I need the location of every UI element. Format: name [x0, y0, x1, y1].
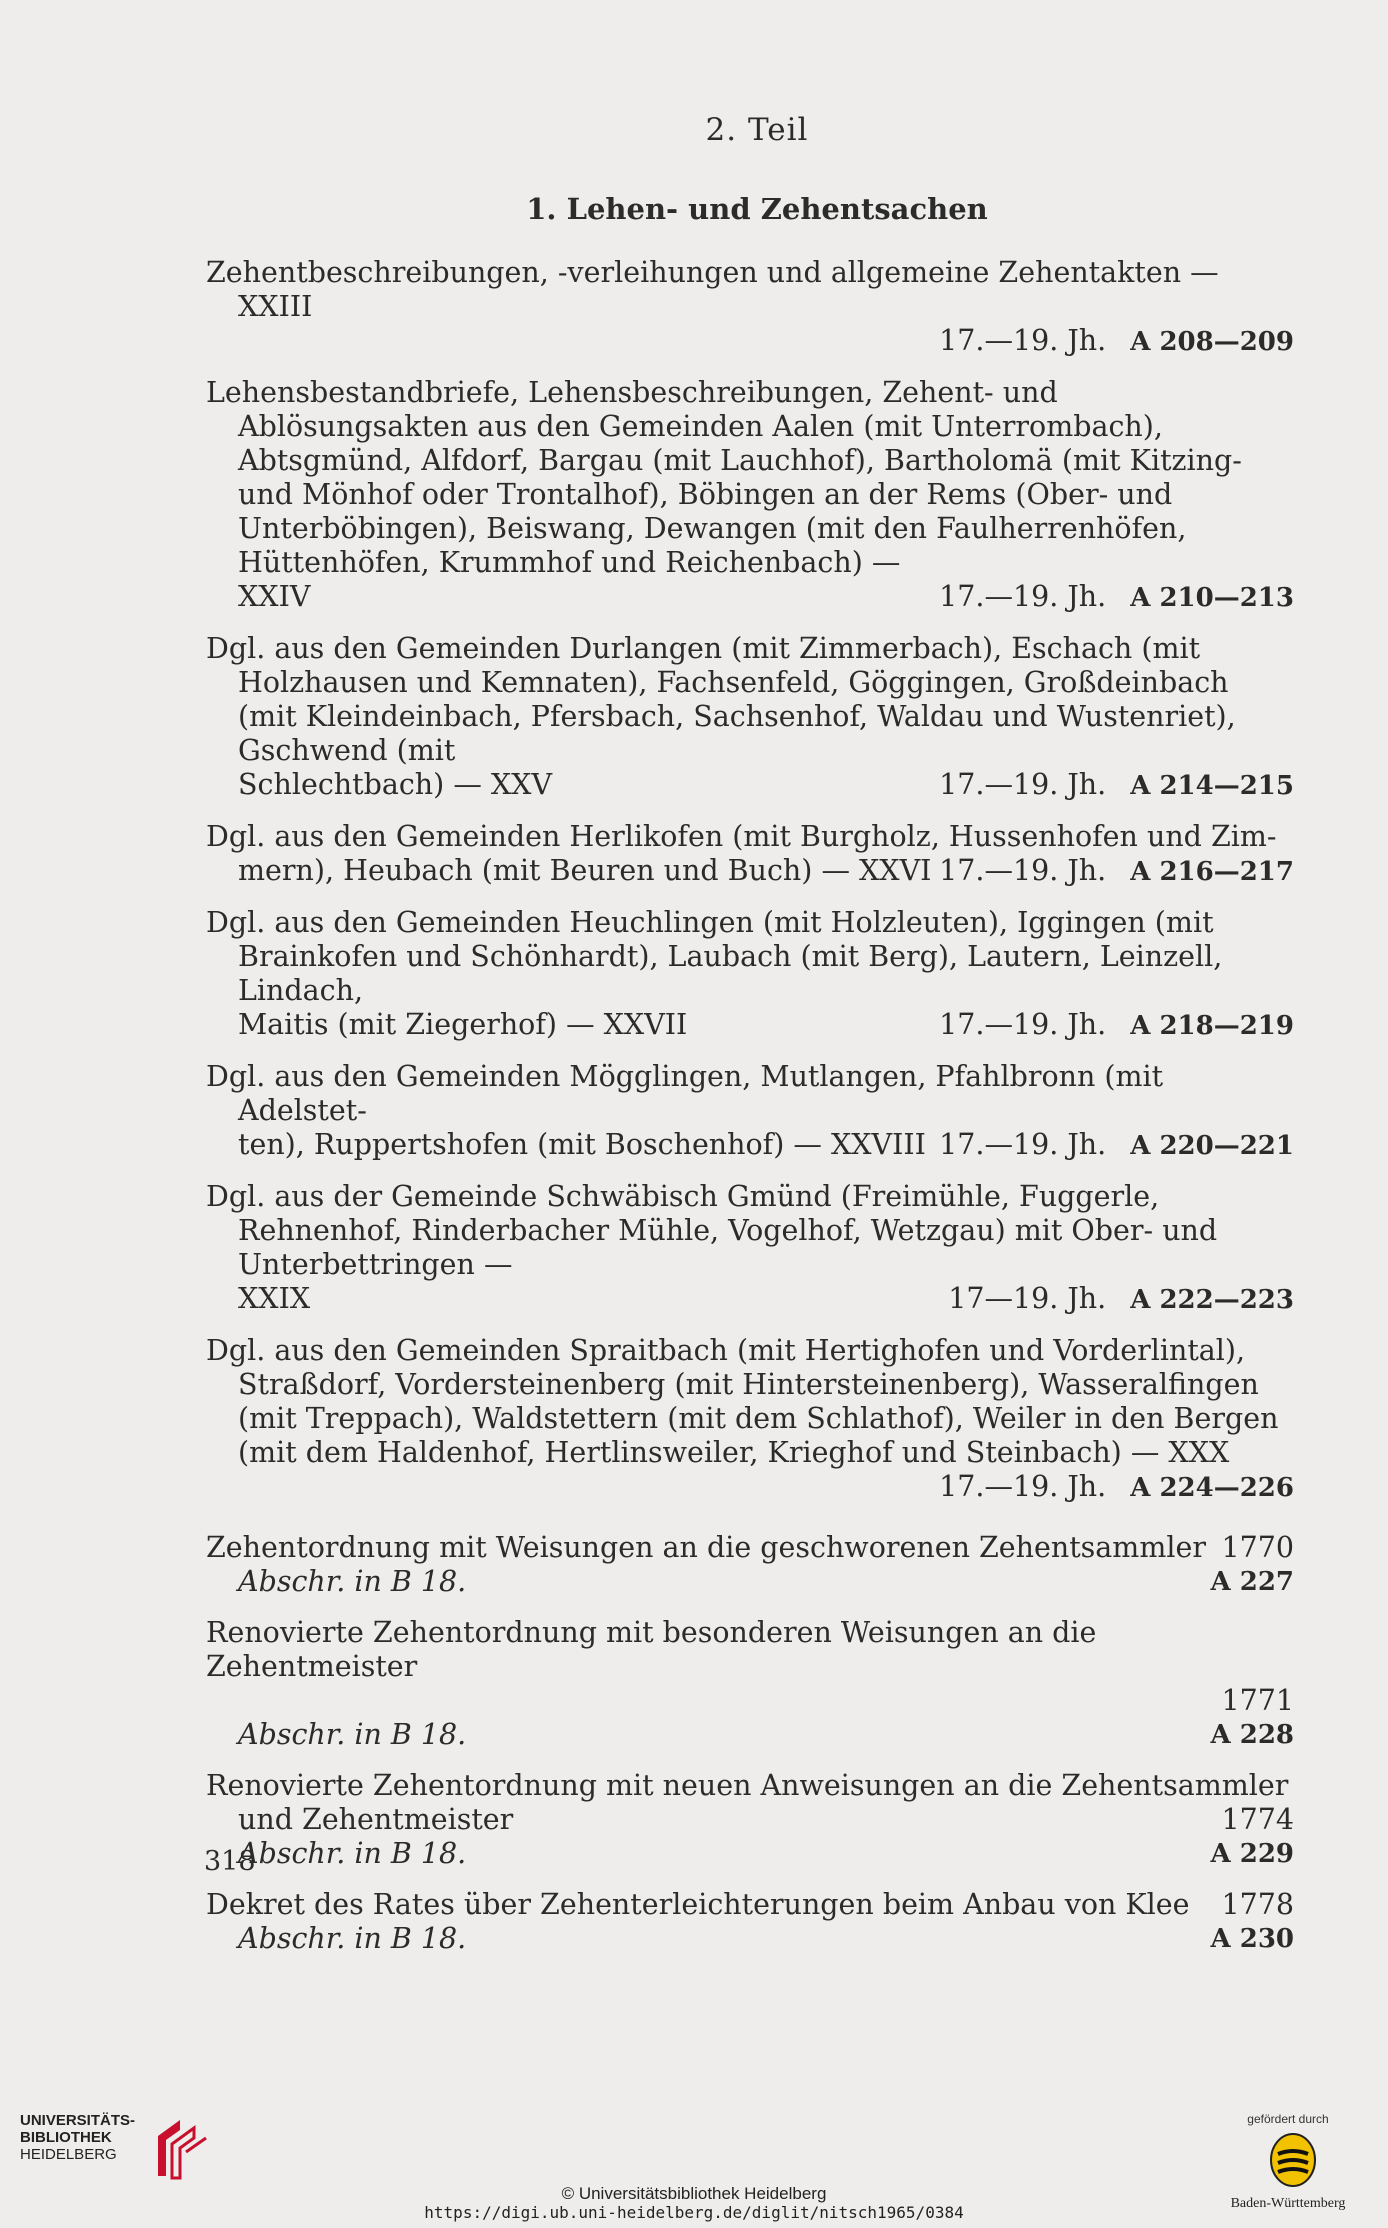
order-text: Renovierte Zehentordnung mit besonderen Weisungen an die Zehentmeister — [206, 1616, 1097, 1683]
order-note: Abschr. in B 18. — [238, 1565, 467, 1598]
entry-signature: A 224—226 — [1130, 1473, 1294, 1503]
entry-signature: A 210—213 — [1130, 583, 1294, 613]
order-signature: A 227 — [1210, 1567, 1294, 1597]
entry-tail: Schlechtbach) — XXV — [238, 768, 553, 801]
entry-text: Dgl. aus den Gemeinden Spraitbach (mit Hertighofen und Vorderlintal), Straßdorf, Vordersteinenberg (mit Hintersteinenberg), Wasseralfingen (mit Treppach), Waldstettern (mit dem Schlathof), Weiler in den Bergen (mit dem Haldenhof, Hertlinsweiler, Krieghof und Steinbach) — XXX — [206, 1334, 1279, 1469]
library-mark-icon — [150, 2116, 210, 2182]
entry-date: 17.—19. Jh. — [939, 324, 1107, 357]
list-item — [206, 1769, 1294, 1871]
list-item — [206, 376, 1294, 615]
list-item — [206, 906, 1294, 1043]
order-note: Abschr. in B 18. — [238, 1837, 467, 1870]
library-name-line3: HEIDELBERG — [20, 2146, 117, 2163]
order-text: Renovierte Zehentordnung mit neuen Anweisungen an die Zehentsammler — [206, 1769, 1289, 1802]
list-item — [206, 632, 1294, 803]
entry-tail: Maitis (mit Ziegerhof) — XXVII — [238, 1008, 688, 1041]
entry-signature: A 222—223 — [1130, 1285, 1294, 1315]
entry-signature: A 214—215 — [1130, 771, 1294, 801]
order-signature: A 228 — [1210, 1720, 1294, 1750]
entry-text: Lehensbestandbriefe, Lehensbeschreibungen, Zehent- und Ablösungsakten aus den Gemeinden Aalen (mit Unterrombach), Abtsgmünd, Alfdorf, Bargau (mit Lauchhof), Bartholomä (mit Kitzing- und Mönhof oder Trontalhof), Böbingen an der Rems (Ober- und Unterböbingen), Beiswang, Dewangen (mit den Faulherrenhöfen, Hüttenhöfen, Krummhof und Reichenbach) — — [206, 376, 1242, 579]
order-text: Dekret des Rates über Zehenterleichterungen beim Anbau von Klee — [206, 1888, 1190, 1921]
source-url-link[interactable]: https://digi.ub.uni-heidelberg.de/diglit/nitsch1965/0384 — [424, 2203, 964, 2222]
order-year: 1778 — [1221, 1888, 1294, 1921]
library-name-line2: BIBLIOTHEK — [20, 2129, 112, 2146]
entry-meta — [238, 1470, 1294, 1505]
entry-text: Dgl. aus den Gemeinden Herlikofen (mit Burgholz, Hussenhofen und Zim- — [206, 820, 1277, 853]
entry-list — [206, 256, 1294, 1973]
entry-date: 17.—19. Jh. — [939, 854, 1107, 887]
entry-signature: A 218—219 — [1130, 1011, 1294, 1041]
part-title: 2. Teil — [705, 112, 809, 148]
funder-name: Baden-Württemberg — [1230, 2196, 1346, 2211]
entry-text: Dgl. aus den Gemeinden Durlangen (mit Zimmerbach), Eschach (mit Holzhausen und Kemnaten), Fachsenfeld, Göggingen, Großdeinbach (mit Kleindeinbach, Pfersbach, Sachsenhof, Waldau und Wustenriet), Gschwend (mit — [206, 632, 1236, 767]
entry-signature: A 220—221 — [1130, 1131, 1294, 1161]
entry-text: Dgl. aus der Gemeinde Schwäbisch Gmünd (Freimühle, Fuggerle, Rehnenhof, Rinderbacher Mühle, Vogelhof, Wetzgau) mit Ober- und Unterbettringen — — [206, 1180, 1218, 1281]
entry-date: 17.—19. Jh. — [939, 580, 1107, 613]
funded-by-label: gefördert durch — [1247, 2112, 1329, 2126]
entry-tail: XXIV — [238, 580, 311, 613]
order-year: 1774 — [1221, 1803, 1294, 1836]
list-item — [206, 1334, 1294, 1505]
list-item — [206, 256, 1294, 359]
section-title: 1. Lehen- und Zehentsachen — [526, 192, 988, 226]
entry-text: Dgl. aus den Gemeinden Heuchlingen (mit Holzleuten), Iggingen (mit Brainkofen und Schönhardt), Laubach (mit Berg), Lautern, Leinzell, Lindach, — [206, 906, 1223, 1007]
list-item — [206, 1180, 1294, 1317]
entry-tail: mern), Heubach (mit Beuren und Buch) — XXVI — [238, 854, 932, 887]
entry-tail: ten), Ruppertshofen (mit Boschenhof) — XXVIII — [238, 1128, 926, 1161]
order-year: 1770 — [1221, 1531, 1294, 1564]
entry-date: 17—19. Jh. — [948, 1282, 1107, 1315]
library-name-line1: UNIVERSITÄTS- — [20, 2112, 136, 2129]
order-text: Zehentordnung mit Weisungen an die geschworenen Zehentsammler — [206, 1531, 1206, 1564]
entry-date: 17.—19. Jh. — [939, 1470, 1107, 1503]
list-item — [206, 1616, 1294, 1752]
order-signature: A 230 — [1210, 1924, 1294, 1954]
page-number: 318 — [204, 1846, 256, 1877]
list-item — [206, 1531, 1294, 1599]
order-note: Abschr. in B 18. — [238, 1922, 467, 1955]
list-item — [206, 820, 1294, 889]
entry-text: Dgl. aus den Gemeinden Mögglingen, Mutlangen, Pfahlbronn (mit Adelstet- — [206, 1060, 1164, 1127]
order-signature: A 229 — [1210, 1839, 1294, 1869]
entry-signature: A 216—217 — [1130, 857, 1294, 887]
entry-signature: A 208—209 — [1130, 327, 1294, 357]
list-item — [206, 1888, 1294, 1956]
entry-text: Zehentbeschreibungen, -verleihungen und allgemeine Zehentakten — XXIII — [206, 256, 1219, 323]
coat-of-arms-icon — [1268, 2132, 1318, 2188]
order-note: Abschr. in B 18. — [238, 1718, 467, 1751]
entry-date: 17.—19. Jh. — [939, 768, 1107, 801]
entry-meta — [238, 324, 1294, 359]
order-year: 1771 — [1221, 1684, 1294, 1717]
copyright-text: © Universitätsbibliothek Heidelberg — [561, 2184, 827, 2203]
library-logo[interactable] — [20, 2112, 135, 2163]
list-item — [206, 1060, 1294, 1163]
entry-date: 17.—19. Jh. — [939, 1128, 1107, 1161]
entry-tail: XXIX — [238, 1282, 311, 1315]
order-text-continued: und Zehentmeister — [238, 1803, 514, 1836]
entry-date: 17.—19. Jh. — [939, 1008, 1107, 1041]
